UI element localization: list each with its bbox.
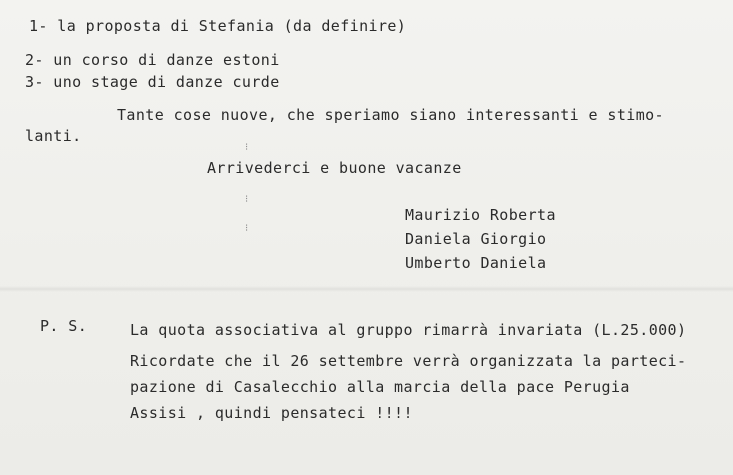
- ps-line-4: Assisi , quindi pensateci !!!!: [130, 404, 413, 422]
- ps-line-3: pazione di Casalecchio alla marcia della pace Perugia: [130, 378, 630, 396]
- signature-row-3: Umberto Daniela: [405, 254, 547, 272]
- list-item-1: 1- la proposta di Stefania (da definire): [29, 17, 407, 35]
- closing-line-1: Tante cose nuove, che speriamo siano interessanti e stimo-: [117, 106, 664, 124]
- ps-label: P. S.: [40, 317, 88, 335]
- closing-line-2: lanti.: [25, 127, 82, 145]
- signature-row-2: Daniela Giorgio: [405, 230, 547, 248]
- list-item-3: 3- uno stage di danze curde: [25, 73, 280, 91]
- ps-line-1: La quota associativa al gruppo rimarrà invariata (L.25.000): [130, 321, 687, 339]
- ink-speck: ⁝: [245, 223, 249, 234]
- signature-row-1: Maurizio Roberta: [405, 206, 556, 224]
- ink-speck: ⁝: [245, 142, 249, 153]
- ink-speck: ⁝: [245, 194, 249, 205]
- ps-line-2: Ricordate che il 26 settembre verrà organizzata la parteci-: [130, 352, 687, 370]
- paper-fold-line: [0, 286, 733, 292]
- list-item-2: 2- un corso di danze estoni: [25, 51, 280, 69]
- farewell-line: Arrivederci e buone vacanze: [207, 159, 462, 177]
